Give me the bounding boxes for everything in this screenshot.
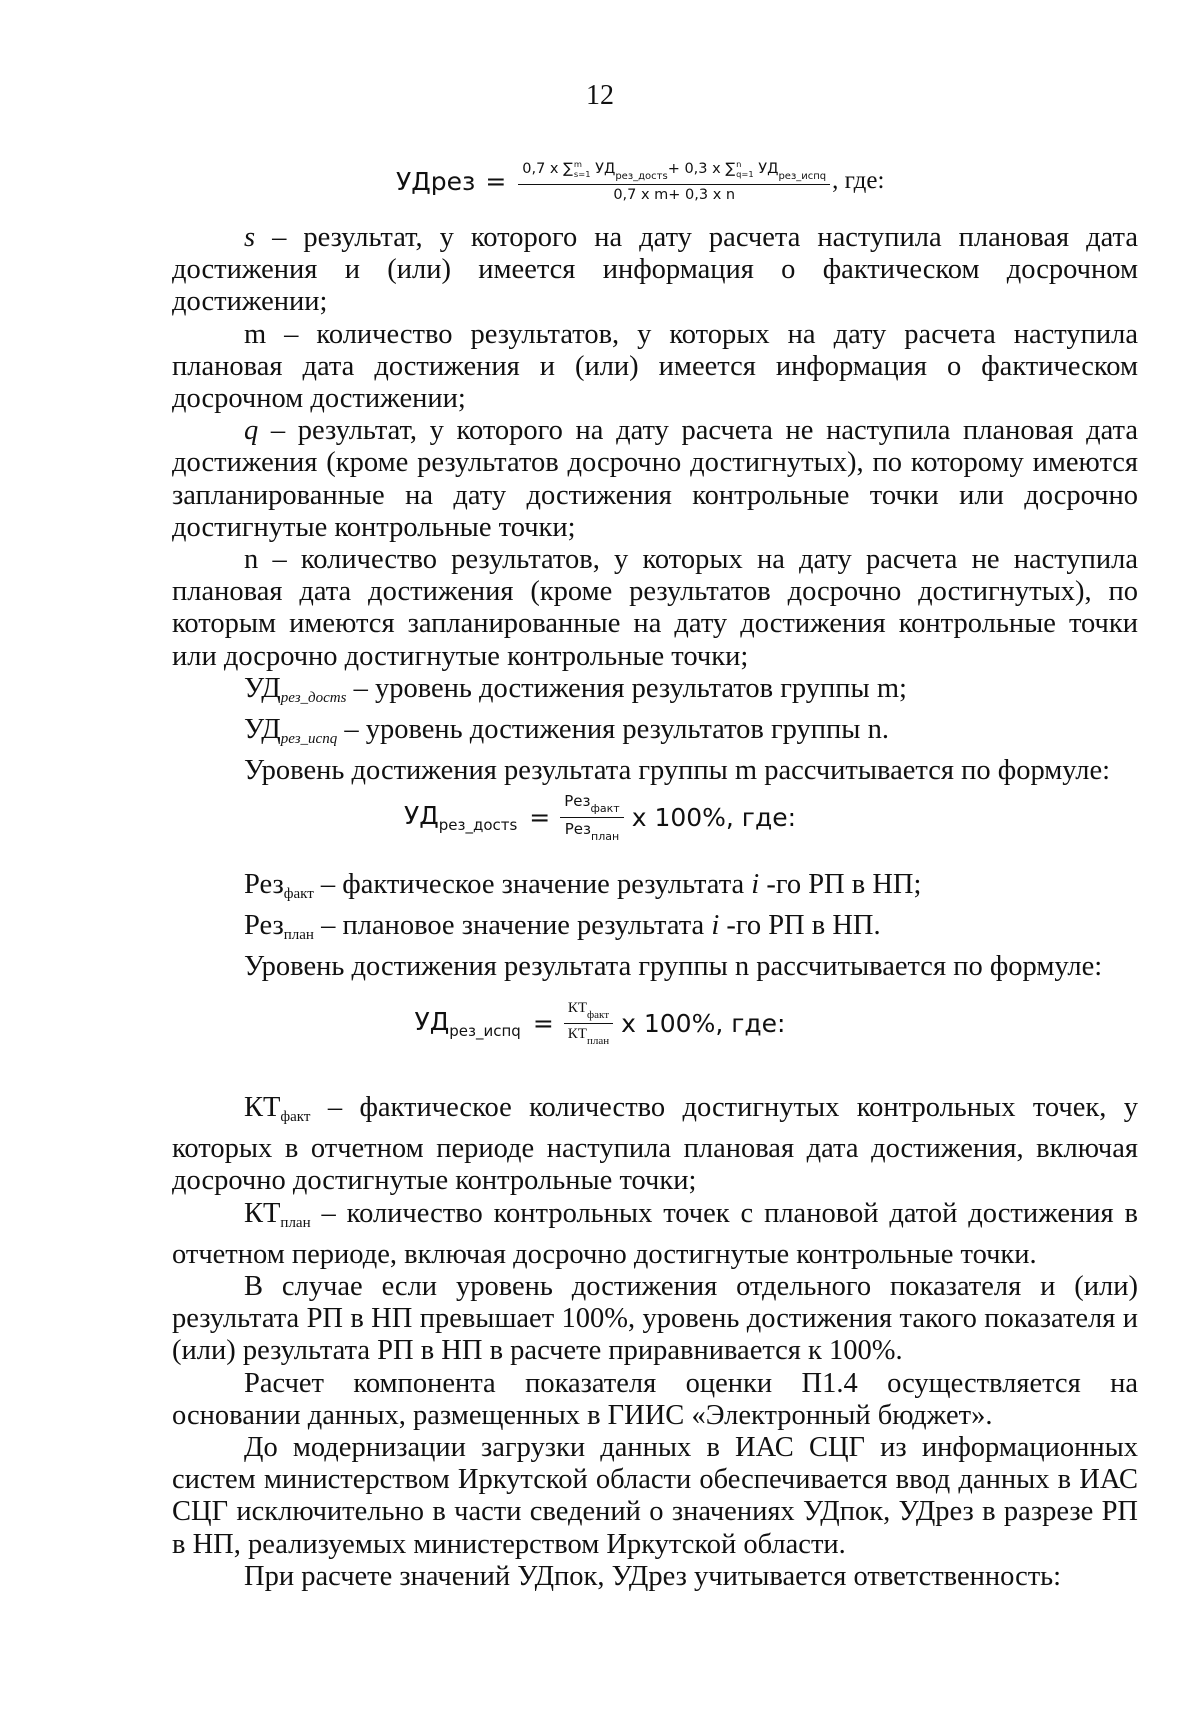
paragraph-giis: Расчет компонента показателя оценки П1.4 осуществляется на основании данных, размещенных в ГИИС «Электронный бюджет». (172, 1367, 1138, 1431)
formula-fraction (518, 157, 830, 205)
formula-lhs: УДрез (396, 166, 476, 196)
formula-equals: = (485, 166, 507, 196)
level-n-intro: Уровень достижения результата группы n рассчитывается по формуле: (244, 951, 1103, 983)
def-kt-plan: $КТ_{план}$ – количество контрольных точек с плановой датой достижения в отчетном периоде, включая досрочно достигнутые контрольные точки. (172, 1197, 1138, 1270)
def-n: n – количество результатов, у которых на дату расчета не наступила плановая дата достижения (кроме результатов досрочно достигнутых), по которым имеются запланированные на дату достижения контрольные точки или досрочно достигнутые контрольные точки; (172, 544, 1138, 672)
def-q: q – результат, у которого на дату расчета не наступила плановая дата достижения (кроме результатов досрочно достигнутых), по которому имеются запланированные на дату достижения контрольные точки или досрочно достигнутые контрольные точки; (172, 415, 1138, 543)
formula-tail: , где: (832, 167, 885, 194)
paragraph-responsibility: При расчете значений УДпок, УДрез учитывается ответственность: (244, 1560, 1062, 1592)
paragraph-ias-scg: До модернизации загрузки данных в ИАС СЦГ из информационных систем министерством Иркутской области обеспечивается ввод данных в ИАС СЦГ исключительно в части сведений о значениях УДпок, УДрез в разрезе РП в НП, реализуемых министерством Иркутской области. (172, 1432, 1138, 1560)
def-ud-isp: $УД_{рез\_испq}$ – уровень достижения результатов группы n. (244, 714, 889, 748)
definitions-block-3 (172, 1092, 1138, 1593)
definitions-block (172, 222, 1138, 787)
def-m: m – количество результатов, у которых на дату расчета наступила плановая дата достижения и (или) имеется информация о фактическом досрочном достижении; (172, 318, 1138, 415)
def-kt-fakt: $КТ_{факт}$ – фактическое количество достигнутых контрольных точек, у которых в отчетном периоде наступила плановая дата достижения, включая досрочно достигнутые контрольные точки; (172, 1092, 1138, 1197)
paragraph-limit-100: В случае если уровень достижения отдельного показателя и (или) результата РП в НП превышает 100%, уровень достижения такого показателя и (или) результата РП в НП в расчете приравнивается к 100%. (172, 1271, 1138, 1367)
page-number: 12 (586, 80, 614, 111)
def-rez-plan: Рез$_{план}$ – плановое значение результата i -го РП в НП. (244, 910, 881, 944)
formula-group-n: $УД_{рез\_испq}$ = $\frac{КТ_{факт}}{КТ_{план}}$ x 100%, где: (414, 1000, 786, 1047)
fraction-rez: $\frac{Рез_{факт}}{Рез_{план}}$ (560, 790, 623, 845)
def-rez-fakt: Рез$_{факт}$ – фактическое значение результата i -го РП в НП; (244, 869, 922, 902)
definitions-block-2 (172, 869, 1138, 984)
formula-numerator: 0,7 x ∑ m s=1 $УД_{рез\_достs}+ 0,3$ x ∑ n q=1 $УД_{рез\_испq}$ (518, 157, 830, 185)
formula-udrez (396, 150, 884, 212)
level-m-intro: Уровень достижения результата группы m рассчитывается по формуле: (244, 755, 1111, 787)
def-s: s – результат, у которого на дату расчета наступила плановая дата достижения и (или) имеется информация о фактическом досрочном достижении; (172, 222, 1138, 318)
fraction-kt: $\frac{КТ_{факт}}{КТ_{план}}$ (564, 998, 613, 1049)
formula-group-m: $УД_{рез\_достs}$ = $\frac{Рез_{факт}}{Рез_{план}}$ x 100%, где: (403, 792, 797, 843)
def-ud-dost: $УД_{рез\_достs}$ – уровень достижения результатов группы m; (244, 672, 907, 706)
formula-denominator: 0,7 x m+ 0,3 x n (613, 187, 736, 203)
